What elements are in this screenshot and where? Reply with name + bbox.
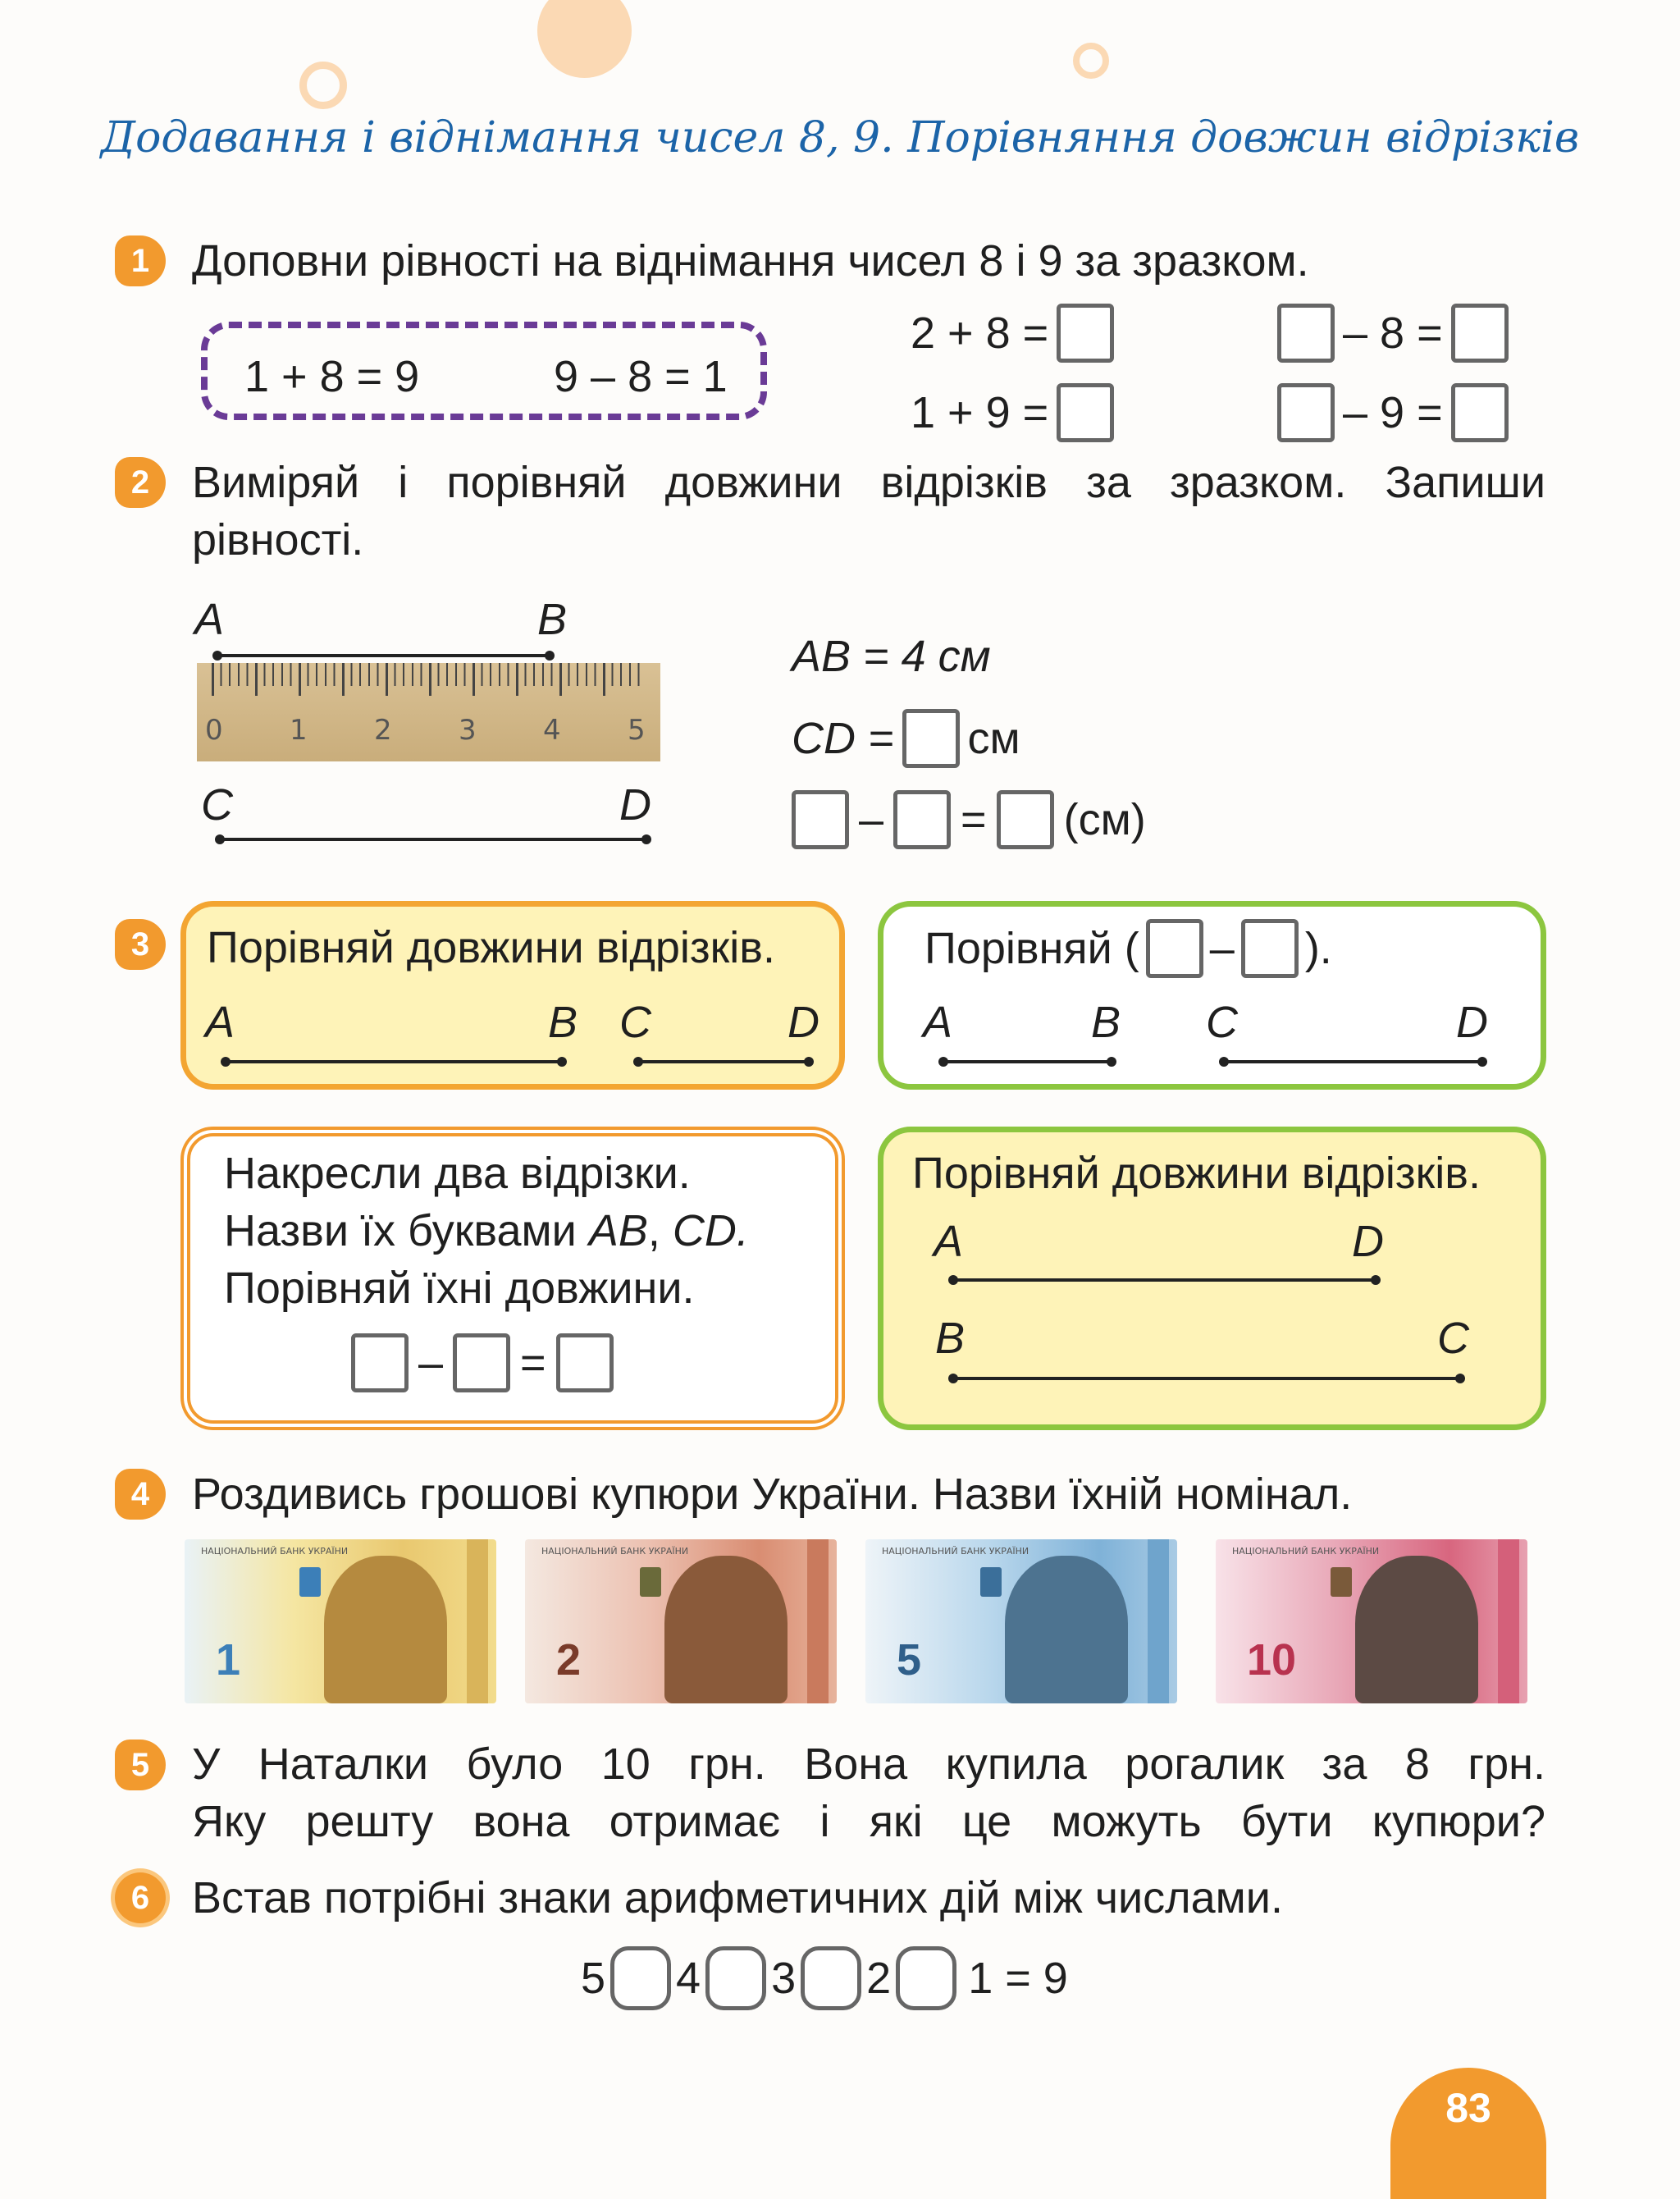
card-3-equation [351,1333,614,1392]
answer-box[interactable] [1451,383,1509,442]
task-5-badge: 5 [115,1740,166,1790]
card-4-segment-bc [953,1377,1460,1380]
point-b-label: B [537,595,568,644]
card-2-point-d: D [1456,998,1488,1047]
task-6-badge: 6 [115,1872,166,1923]
banknote-header: НАЦІОНАЛЬНИЙ БАНК УКРАЇНИ [1232,1546,1380,1557]
minus-sign: – [418,1338,444,1388]
equation-tail: 1 = 9 [968,1954,1068,2003]
card-1-point-b: B [548,998,578,1047]
answer-box[interactable] [1057,383,1114,442]
card-4-segment-ad [953,1278,1376,1282]
card-3-line-3: Порівняй їхні довжини. [224,1264,695,1313]
banknote-10-hryvnia [1216,1539,1527,1703]
banknote-edge [807,1539,829,1703]
equation-minus-9 [1277,383,1509,442]
operator-box[interactable] [801,1946,861,2010]
portrait [664,1556,788,1703]
equation-1-plus-9 [911,383,1114,442]
banknote-2-hryvnia [525,1539,837,1703]
answer-box[interactable] [1451,304,1509,363]
segment-ab [217,654,550,657]
trident-icon [640,1567,661,1597]
banknote-edge [467,1539,488,1703]
task-1-badge: 1 [115,235,166,286]
banknote-edge [1498,1539,1519,1703]
banknote-denomination: 5 [897,1635,922,1685]
card-2-prompt [924,919,1332,978]
point-d-label: D [619,780,651,830]
trident-icon [980,1567,1002,1597]
card-3-comma: , [647,1206,673,1255]
card-4-text: Порівняй довжини відрізків. [912,1149,1481,1198]
answer-box[interactable] [1277,383,1335,442]
card-1-point-c: C [619,998,651,1047]
answer-box[interactable] [792,790,849,849]
cd-answer-box[interactable] [902,709,960,768]
card-1-segment-ab [226,1060,562,1063]
minus-sign: – [859,795,884,844]
task-6-text: Встав потрібні знаки арифметичних дій між числами. [192,1873,1283,1922]
portrait [1355,1556,1478,1703]
banknote-1-hryvnia [185,1539,496,1703]
card-1-segment-cd [638,1060,809,1063]
operator-box[interactable] [705,1946,766,2010]
card-4-point-a: A [934,1217,964,1266]
banknote-header: НАЦІОНАЛЬНИЙ БАНК УКРАЇНИ [541,1546,689,1557]
trident-icon [1331,1567,1352,1597]
banknote-5-hryvnia [865,1539,1177,1703]
card-2-segment-ab [943,1060,1112,1063]
decor-ring-left [299,62,347,109]
ruler-label-1: 1 [290,714,308,747]
equation-minus-8 [1277,304,1509,363]
task-5-line-2: Яку решту вона отримає і які це можуть бути купюри? [192,1797,1545,1846]
equation-text: – 8 = [1343,309,1443,358]
equation-text: 1 + 9 = [911,388,1049,437]
equals-sign: = [961,795,987,844]
task-5-line-1: У Наталки було 10 грн. Вона купила рогалик за 8 грн. [192,1740,1545,1789]
trident-icon [299,1567,321,1597]
page-title: Додавання і віднімання чисел 8, 9. Порівняння довжин відрізків [100,113,1580,162]
cd-label: CD = [792,714,894,763]
card-1-point-a: A [205,998,235,1047]
cm-unit: см [967,714,1020,763]
task-4-badge: 4 [115,1469,166,1520]
answer-box[interactable] [453,1333,510,1392]
card-3-line-2-text: Назви їх буквами [224,1206,589,1255]
card-2-close: ). [1304,924,1332,973]
answer-box[interactable] [1241,919,1299,978]
example-addition: 1 + 8 = 9 [244,352,420,401]
card-1-point-d: D [788,998,819,1047]
card-4-point-d: D [1352,1217,1384,1266]
answer-box[interactable] [893,790,951,849]
equation-text: 2 + 8 = [911,309,1049,358]
card-4-point-c: C [1437,1314,1469,1363]
minus-sign: – [1209,924,1235,973]
ruler-label-4: 4 [543,714,561,747]
ruler [197,663,660,761]
card-2-segment-cd [1224,1060,1482,1063]
card-3-line-1: Накресли два відрізки. [224,1149,691,1198]
decor-ring-right [1073,43,1109,79]
answer-box[interactable] [1277,304,1335,363]
portrait [324,1556,447,1703]
ruler-label-5: 5 [628,714,646,747]
number: 5 [581,1954,606,2003]
page-number: 83 [1445,2085,1491,2131]
ruler-label-3: 3 [459,714,477,747]
difference-equation [792,790,1146,849]
ab-equation: AB = 4 см [792,632,991,681]
operator-box[interactable] [610,1946,671,2010]
task-3-badge: 3 [115,919,166,970]
operator-equation [581,1946,1068,2010]
banknote-denomination: 2 [556,1635,582,1685]
cm-unit-paren: (см) [1063,795,1146,844]
banknote-denomination: 1 [216,1635,241,1685]
answer-box[interactable] [1146,919,1203,978]
number: 2 [866,1954,892,2003]
task-4-text: Роздивись грошові купюри України. Назви їхній номінал. [192,1470,1353,1519]
banknote-header: НАЦІОНАЛЬНИЙ БАНК УКРАЇНИ [882,1546,1029,1557]
example-subtraction: 9 – 8 = 1 [554,352,728,401]
equation-2-plus-8 [911,304,1114,363]
decor-circle-large [537,0,632,78]
task-1-text: Доповни рівності на віднімання чисел 8 і 9 за зразком. [192,236,1309,286]
answer-box[interactable] [1057,304,1114,363]
card-3-ab: AB [588,1206,648,1255]
equation-text: – 9 = [1343,388,1443,437]
point-c-label: C [201,780,233,830]
task-2-line-2: рівності. [192,515,364,565]
card-1-text: Порівняй довжини відрізків. [207,923,775,972]
card-3-line-2 [224,1202,749,1260]
operator-box[interactable] [896,1946,956,2010]
card-3-cd: CD. [672,1206,749,1255]
answer-box[interactable] [351,1333,409,1392]
answer-box[interactable] [556,1333,614,1392]
number: 4 [676,1954,701,2003]
ruler-label-0: 0 [205,714,223,747]
ruler-label-2: 2 [374,714,392,747]
segment-cd [220,838,646,841]
equals-sign: = [520,1338,546,1388]
point-a-label: A [194,595,225,644]
portrait [1005,1556,1128,1703]
ab-measure [792,628,991,685]
cd-measure [792,709,1020,768]
card-4-point-b: B [935,1314,966,1363]
banknote-header: НАЦІОНАЛЬНИЙ БАНК УКРАЇНИ [201,1546,349,1557]
task-2-line-1: Виміряй і порівняй довжини відрізків за зразком. Запиши [192,458,1545,507]
card-2-point-c: C [1206,998,1238,1047]
banknote-denomination: 10 [1247,1635,1297,1685]
answer-box[interactable] [997,790,1054,849]
card-2-text: Порівняй ( [924,924,1139,973]
card-2-point-a: A [923,998,953,1047]
task-2-badge: 2 [115,457,166,508]
banknote-edge [1148,1539,1169,1703]
number: 3 [771,1954,797,2003]
card-2-point-b: B [1091,998,1121,1047]
